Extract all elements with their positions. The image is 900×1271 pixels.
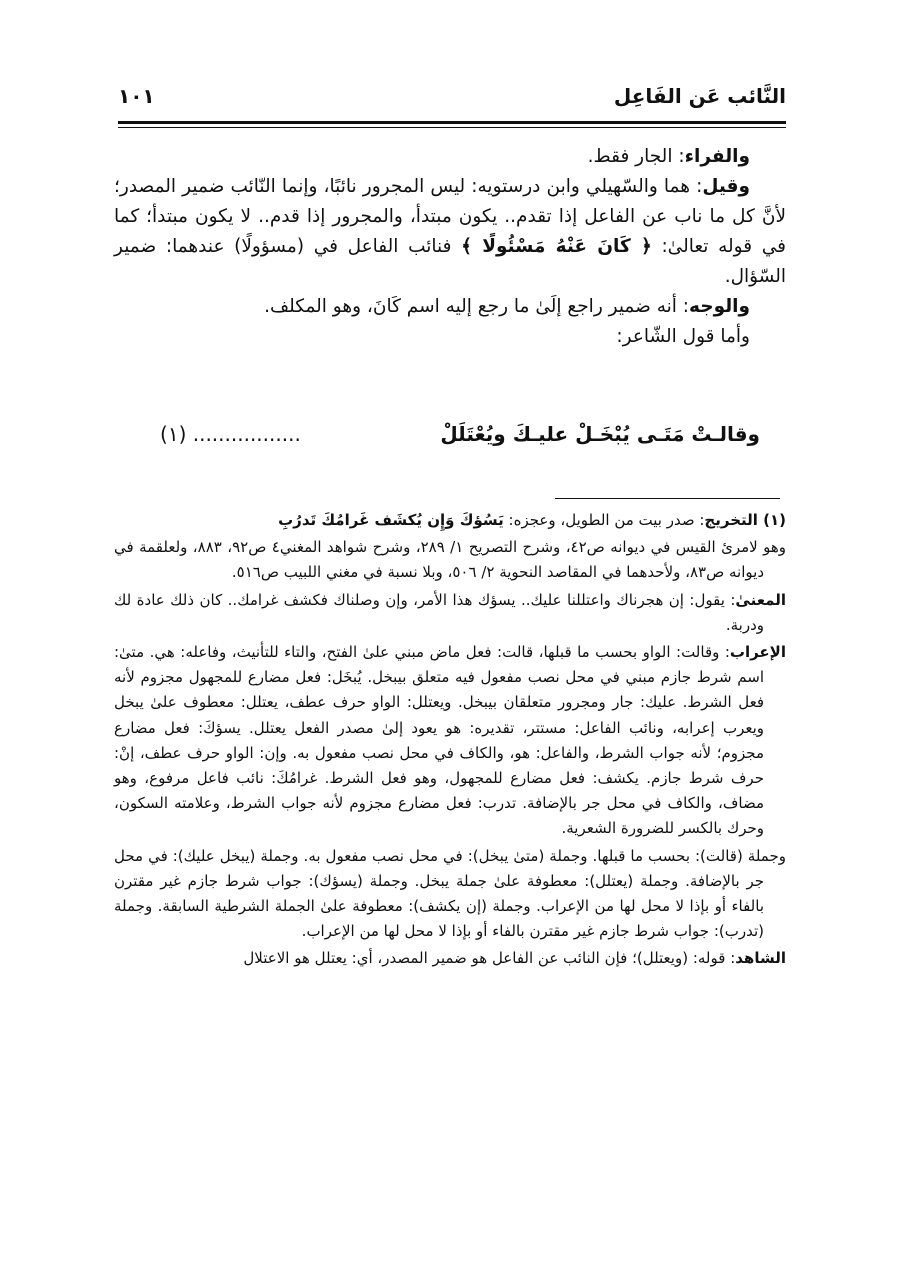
paragraph-label: وقيل: [702, 176, 750, 197]
paragraph-poet-intro: [114, 322, 786, 352]
paragraph-text: فنائب الفاعل في (مسؤولًا) عندهما: ضمير السّؤال.: [114, 236, 786, 287]
main-text: [114, 142, 786, 352]
poetry-verse: [160, 422, 760, 462]
footnote-text: : قوله: (ويعتلل)؛ فإن النائب عن الفاعل هو ضمير المصدر، أي: يعتلل هو الاعتلال: [243, 949, 736, 968]
footnote-text: : يقول: إن هجرناك واعتللنا عليك.. يسؤك هذا الأمر، وإن وصلناك فكشف غرامك.. كان ذلك عادة لك ودربة.: [114, 590, 764, 634]
paragraph-text: وأما قول الشّاعر:: [616, 326, 750, 347]
footnote-divider: [555, 498, 780, 499]
paragraph-text: : الجار فقط.: [587, 146, 685, 167]
header-rule-thin: [118, 127, 786, 128]
footnote-irab: [114, 640, 786, 842]
paragraph-wajh: [114, 292, 786, 322]
footnote-label: الإعراب: [729, 643, 786, 662]
footnote-sources: [114, 535, 786, 585]
footnote-text: : وقالت: الواو بحسب ما قبلها، قالت: فعل ماض مبني علىٰ الفتح، والتاء للتأنيث، وفاعله: هي. متىٰ: اسم شرط جازم مبني في محل نصب مفعول فيه متعلق بيبخل. يُبخَل: فعل مضارع للمجهول مجزوم لأنه فعل الشرط. عليك: جار ومجرور متعلقان بيبخل. ويعتلل: الواو حرف عطف، يعتلل: معطوف علىٰ يبخل ويعرب إعرابه، ونائب الفاعل: مستتر، تقديره: هو يعود إلىٰ مصدر الفعل يعتلل. يسؤكَ: فعل مضارع مجزوم؛ لأنه جواب الشرط، والفاعل: هو، والكاف في محل نصب مفعول به. وإن: الواو حرف عطف، إنْ: حرف شرط جازم. يكشف: فعل مضارع للمجهول، وهو فعل الشرط. غرامُكَ: نائب فاعل مرفوع، وهو مضاف، والكاف في محل جر بالإضافة. تدرب: فعل مضارع مجزوم لأنه جواب الشرط، وعلامته السكون، وحرك بالكسر للضرورة الشعرية.: [114, 643, 764, 838]
footnote-text: : صدر بيت من الطويل، وعجزه:: [503, 511, 705, 529]
quran-quote: ﴿ كَانَ عَنْهُ مَسْئُولًا ﴾: [461, 236, 652, 257]
footnote-label: الشاهد: [735, 949, 786, 968]
footnote-jumal: [114, 844, 786, 945]
paragraph-farra: [114, 142, 786, 172]
paragraph-qil: [114, 172, 786, 292]
footnote-text: وجملة (قالت): بحسب ما قبلها. وجملة (متىٰ يبخل): في محل نصب مفعول به. وجملة (يبخل عليك): في محل جر بالإضافة. وجملة (يعتلل): معطوفة علىٰ جملة يبخل. وجملة (يسؤك): جواب شرط جازم غير مقترن بالفاء أو بإذا لا محل لها من الإعراب. وجملة (إن يكشف): معطوفة علىٰ الجملة الشرطية السابقة. وجملة (تدرب): جواب شرط جازم غير مقترن بالفاء أو بإذا لا محل لها من الإعراب.: [114, 846, 786, 941]
footnote-hemistich: يَسُؤكَ وَإِن يُكشَف غَرامُكَ تَدرُبِ: [278, 511, 504, 529]
paragraph-text: : أنه ضمير راجع إلَىٰ ما رجع إليه اسم كَانَ، وهو المكلف.: [264, 296, 690, 317]
page-header: [118, 84, 786, 118]
footnotes: [114, 508, 786, 974]
footnote-label: المعنىٰ: [735, 590, 786, 609]
running-title: النَّائب عَن الفَاعِل: [613, 84, 786, 108]
paragraph-text: : هما والسّهيلي وابن درستويه: ليس المجرور نائبًا، وإنما النّائب ضمير المصدر؛ لأنَّ كل ما ناب عن الفاعل إذا تقدم.. يكون مبتدأ، والمجرور إذا قدم.. لا يكون مبتدأ؛ كما في قوله تعالىٰ:: [114, 176, 786, 257]
footnote-text: وهو لامرئ القيس في ديوانه ص٤٢، وشرح التصريح ١/ ٢٨٩، وشرح شواهد المغني٤ ص٩٢، ٨٨٣، ولعلقمة في ديوانه ص٨٣، ولأحدهما في المقاصد النحوية ٢/ ٥٠٦، وبلا نسبة في مغني اللبيب ص٥١٦.: [114, 538, 786, 582]
verse-second-half-dots: ................. (١): [160, 422, 301, 446]
footnote-label: (١) التخريج: [704, 511, 786, 529]
footnote-meaning: [114, 588, 786, 638]
page-number: ١٠١: [118, 84, 155, 108]
paragraph-label: والوجه: [689, 296, 750, 317]
paragraph-label: والفراء: [684, 146, 750, 167]
footnote-shahid: [114, 946, 786, 971]
header-rule-thick: [118, 121, 786, 124]
footnote-takhrij: [114, 508, 786, 533]
verse-first-half: وقالـتْ مَتَـى يُبْخَـلْ عليـكَ ويُعْتَلَلْ: [440, 422, 760, 446]
